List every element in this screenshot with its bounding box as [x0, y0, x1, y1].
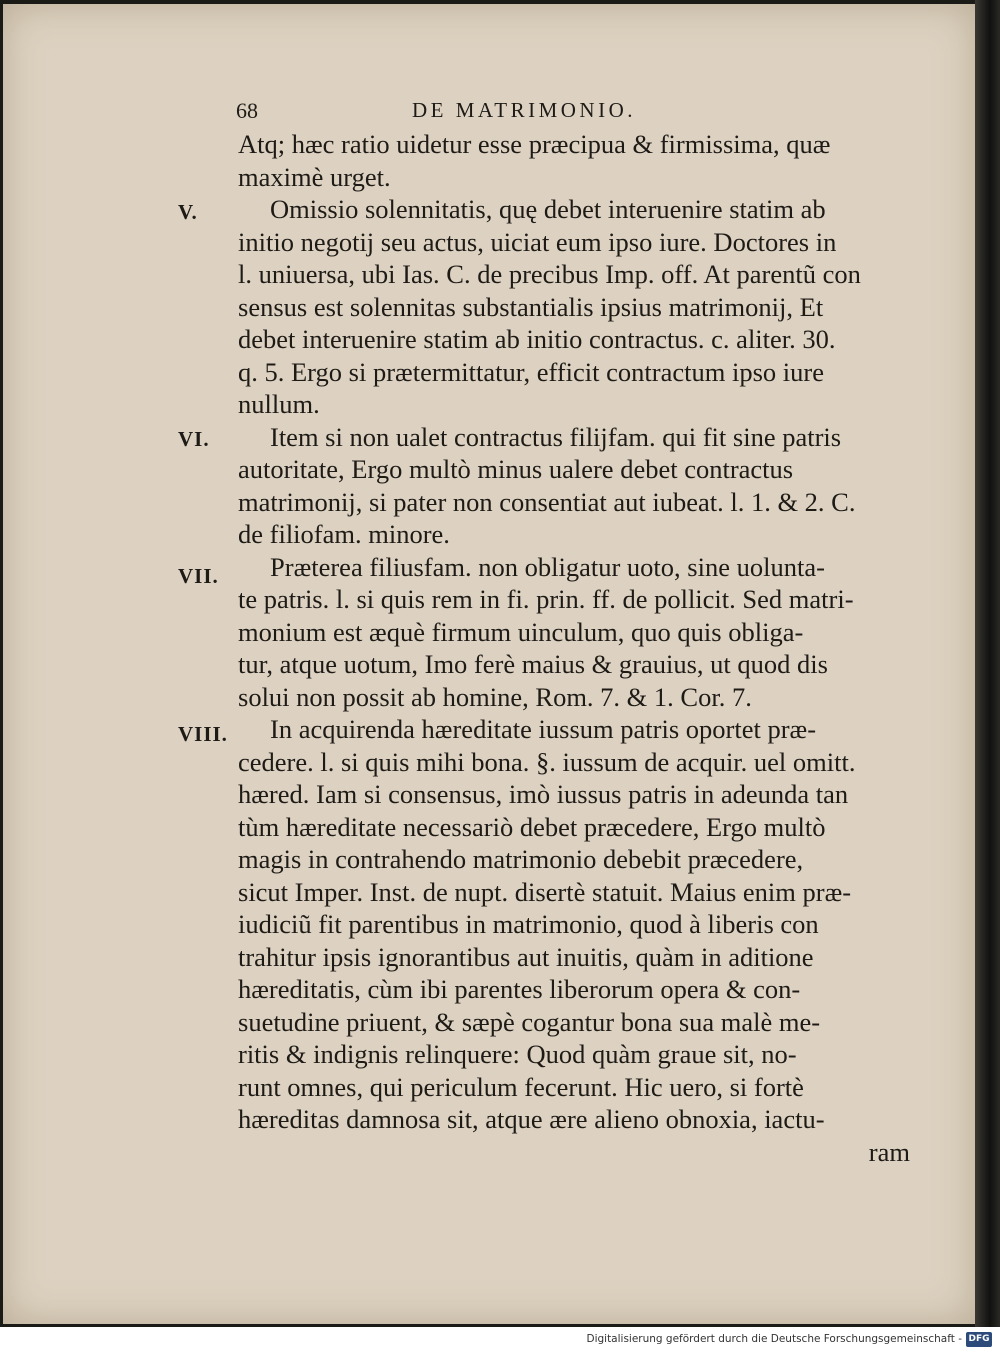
running-title: DE MATRIMONIO.	[412, 98, 636, 122]
text-line: sensus est solennitas substantialis ipsius matrimonij, Et	[238, 291, 824, 322]
dfg-logo-icon[interactable]: DFG	[966, 1332, 992, 1347]
text-line: In acquirenda hæreditate iussum patris oportet præ-	[270, 714, 817, 744]
text-line: maximè urget.	[238, 161, 391, 192]
text-line: hæreditatis, cùm ibi parentes liberorum opera & con-	[238, 974, 801, 1004]
text-line: debet interuenire statim ab initio contractus. c. aliter. 30.	[238, 324, 836, 354]
text-line: Atq; hæc ratio uidetur esse præcipua & firmissima, quæ	[238, 129, 831, 159]
body-text	[238, 128, 910, 1168]
text-line: iudiciũ fit parentibus in matrimonio, quod à liberis con	[238, 909, 819, 939]
section-numeral-vi: VI.	[178, 427, 210, 451]
text-line: Item si non ualet contractus filijfam. qui fit sine patris	[270, 421, 842, 452]
text-line: suetudine priuent, & sæpè cogantur bona sua malè me-	[238, 1006, 821, 1037]
text-line: nullum.	[238, 389, 320, 419]
text-line: sicut Imper. Inst. de nupt. disertè statuit. Maius enim præ-	[238, 876, 852, 907]
page-number: 68	[236, 98, 258, 123]
text-line: l. uniuersa, ubi Ias. C. de precibus Imp. off. At parentũ con	[238, 259, 861, 289]
text-line: matrimonij, si pater non consentiat aut iubeat. l. 1. & 2. C.	[238, 486, 856, 517]
text-line: magis in contrahendo matrimonio debebit præcedere,	[238, 844, 804, 874]
text-line: trahitur ipsis ignorantibus aut inuitis, quàm in aditione	[238, 941, 814, 972]
book-edge	[975, 0, 1000, 1327]
text-line: hæred. Iam si consensus, imò iussus patris in adeunda tan	[238, 779, 849, 809]
running-head	[236, 96, 716, 130]
text-line: ritis & indignis relinquere: Quod quàm graue sit, no-	[238, 1039, 797, 1069]
catchword: ram	[868, 1136, 910, 1167]
text-line: tur, atque uotum, Imo ferè maius & grauius, ut quod dis	[238, 649, 828, 679]
text-line: hæreditas damnosa sit, atque ære alieno obnoxia, iactu-	[238, 1104, 825, 1134]
footer-bar	[0, 1327, 1000, 1354]
text-line: de filiofam. minore.	[238, 519, 450, 549]
text-line: Præterea filiusfam. non obligatur uoto, sine uolunta-	[270, 551, 825, 582]
text-line: solui non possit ab homine, Rom. 7. & 1. Cor. 7.	[238, 681, 752, 712]
text-line: runt omnes, qui periculum fecerunt. Hic uero, si fortè	[238, 1071, 804, 1102]
text-line: autoritate, Ergo multò minus ualere debet contractus	[238, 454, 794, 484]
text-line: q. 5. Ergo si prætermittatur, efficit contractum ipso iure	[238, 356, 824, 387]
text-line: Omissio solennitatis, quę debet interuenire statim ab	[270, 194, 826, 224]
text-line: tùm hæreditate necessariò debet præcedere, Ergo multò	[238, 811, 826, 842]
text-line: te patris. l. si quis rem in fi. prin. ff. de pollicit. Sed matri-	[238, 584, 854, 614]
text-line: cedere. l. si quis mihi bona. §. iussum de acquir. uel omitt.	[238, 746, 856, 777]
section-numeral-vii: VII.	[178, 564, 219, 588]
digitization-credit: Digitalisierung gefördert durch die Deutsche Forschungsgemeinschaft -	[586, 1333, 962, 1345]
section-numeral-viii: VIII.	[178, 722, 228, 746]
section-numeral-v: V.	[178, 200, 198, 224]
text-line: initio negotij seu actus, uiciat eum ipso iure. Doctores in	[238, 226, 837, 257]
text-line: monium est æquè firmum uinculum, quo quis obliga-	[238, 616, 804, 647]
